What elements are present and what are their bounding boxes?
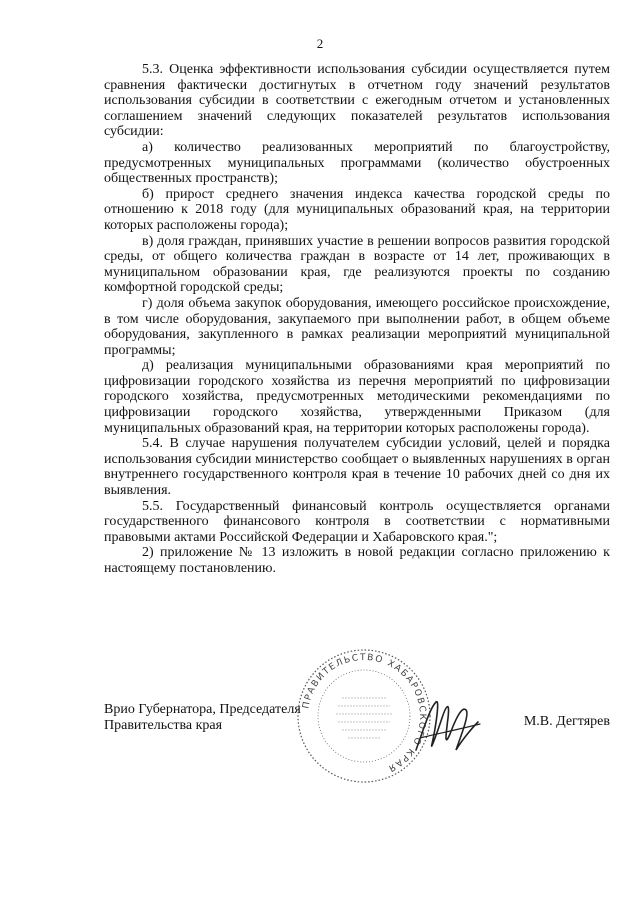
signatory-position-line2: Правительства края bbox=[104, 717, 223, 733]
page-number: 2 bbox=[316, 36, 324, 51]
paragraph-item-d: д) реализация муниципальными образованиями края мероприятий по цифровизации городского хозяйства из перечня мероприятий по цифровизации городского хозяйства, предусмотренных методическими рекомендациями по цифровизации городского хозяйства, утвержденными Приказом (для муниципальных образований края, на территории которых расположены города). bbox=[104, 358, 610, 436]
paragraph-appendix: 2) приложение № 13 изложить в новой редакции согласно приложению к настоящему постановлению. bbox=[104, 545, 610, 576]
signatory-position-line1: Врио Губернатора, Председателя bbox=[104, 702, 301, 717]
paragraph-5-3: 5.3. Оценка эффективности использования субсидии осуществляется путем сравнения фактически достигнутых в отчетном году значений результатов использования субсидии в соответствии с ежегодным отчетом и установленных соглашением значений следующих показателей результатов использования субсидии: bbox=[104, 62, 610, 140]
paragraph-item-v: в) доля граждан, принявших участие в решении вопросов развития городской среды, от общего количества граждан в возрасте от 14 лет, проживающих в муниципальном образовании края, где реализуются проекты по созданию комфортной городской среды; bbox=[104, 233, 610, 296]
document-body bbox=[104, 62, 610, 577]
paragraph-item-g: г) доля объема закупок оборудования, имеющего российское происхождение, в том числе оборудования, закупаемого при выполнении работ, в общем объеме оборудования, закупленного в рамках реализации мероприятий муниципальной программы; bbox=[104, 295, 610, 358]
stamp-ring-text: ПРАВИТЕЛЬСТВО ХАБАРОВСКОГО КРАЯ bbox=[301, 652, 428, 774]
signature-block bbox=[104, 652, 610, 822]
stamp-inner-lines bbox=[336, 698, 392, 738]
paragraph-5-5: 5.5. Государственный финансовый контроль осуществляется органами государственного финансового контроля в соответствии с нормативными правовыми актами Российской Федерации и Хабаровского края."; bbox=[104, 498, 610, 545]
paragraph-5-4: 5.4. В случае нарушения получателем субсидии условий, целей и порядка использования субсидии министерство сообщает о выявленных нарушениях в орган внутреннего государственного контроля края в течение 10 рабочих дней со дня их выявления. bbox=[104, 436, 610, 499]
signatory-name: М.В. Дегтярев bbox=[523, 714, 610, 729]
paragraph-item-a: а) количество реализованных мероприятий по благоустройству, предусмотренных муниципальных программами (количество обустроенных общественных пространств); bbox=[104, 139, 610, 187]
handwritten-signature bbox=[406, 688, 486, 768]
paragraph-item-b: б) прирост среднего значения индекса качества городской среды по отношению к 2018 году (для муниципальных образований края, на территории которых расположены города); bbox=[104, 186, 610, 233]
